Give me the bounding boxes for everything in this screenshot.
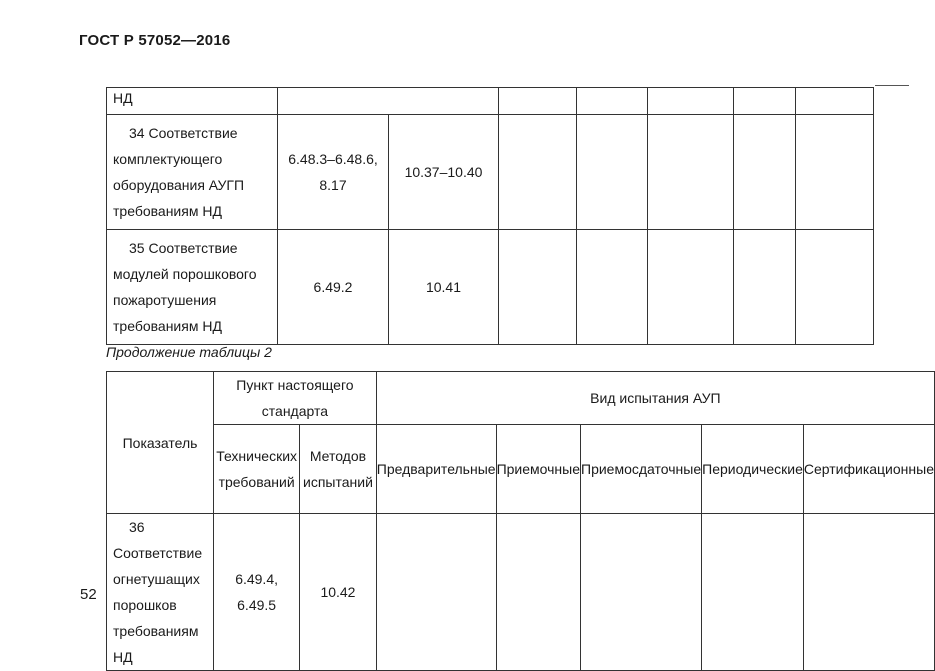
header-accept: Приемочные	[496, 425, 580, 514]
empty-cell	[581, 514, 702, 671]
empty-cell	[499, 88, 577, 115]
header-tech-req: Технических требований	[214, 425, 300, 514]
test-method-value: 10.37–10.40	[389, 115, 499, 230]
empty-cell	[577, 115, 648, 230]
header-clause-group: Пункт настоящего стандарта	[214, 372, 377, 425]
empty-cell	[499, 115, 577, 230]
row-name: 36 Соответствие огнетушащих порошков требованиям НД	[107, 514, 214, 671]
empty-cell	[376, 514, 496, 671]
table-row	[107, 514, 935, 671]
empty-cell	[577, 230, 648, 345]
row-clauses	[278, 88, 499, 115]
row-name: НД	[107, 88, 278, 115]
header-prelim: Предварительные	[376, 425, 496, 514]
header-rule	[875, 85, 909, 86]
empty-cell	[648, 230, 734, 345]
table-caption: Продолжение таблицы 2	[106, 344, 272, 360]
table-continuation-top	[106, 87, 874, 345]
empty-cell	[796, 230, 874, 345]
tech-req-value: 6.49.4, 6.49.5	[214, 514, 300, 671]
empty-cell	[648, 115, 734, 230]
table-row	[107, 115, 874, 230]
header-cert: Сертификационные	[803, 425, 934, 514]
empty-cell	[496, 514, 580, 671]
header-periodic: Периодические	[702, 425, 804, 514]
empty-cell	[796, 115, 874, 230]
row-name: 34 Соответствие комплектующего оборудования АУГП требованиям НД	[107, 115, 278, 230]
header-test-methods: Методов испытаний	[300, 425, 377, 514]
test-method-value: 10.42	[300, 514, 377, 671]
document-code: ГОСТ Р 57052—2016	[79, 32, 231, 49]
empty-cell	[702, 514, 804, 671]
header-indicator: Показатель	[107, 372, 214, 514]
empty-cell	[577, 88, 648, 115]
table-row	[107, 88, 874, 115]
header-test-group: Вид испытания АУП	[376, 372, 934, 425]
empty-cell	[734, 230, 796, 345]
row-name: 35 Соответствие модулей порошкового пожаротушения требованиям НД	[107, 230, 278, 345]
page-number: 52	[80, 586, 97, 603]
test-method-value: 10.41	[389, 230, 499, 345]
table-continuation-bottom	[106, 371, 935, 671]
table-row	[107, 230, 874, 345]
header-handover: Приемосдаточные	[581, 425, 702, 514]
empty-cell	[734, 88, 796, 115]
empty-cell	[796, 88, 874, 115]
header-row	[107, 425, 935, 514]
tech-req-value: 6.48.3–6.48.6, 8.17	[278, 115, 389, 230]
empty-cell	[803, 514, 934, 671]
header-row	[107, 372, 935, 425]
empty-cell	[734, 115, 796, 230]
empty-cell	[648, 88, 734, 115]
tech-req-value: 6.49.2	[278, 230, 389, 345]
empty-cell	[499, 230, 577, 345]
